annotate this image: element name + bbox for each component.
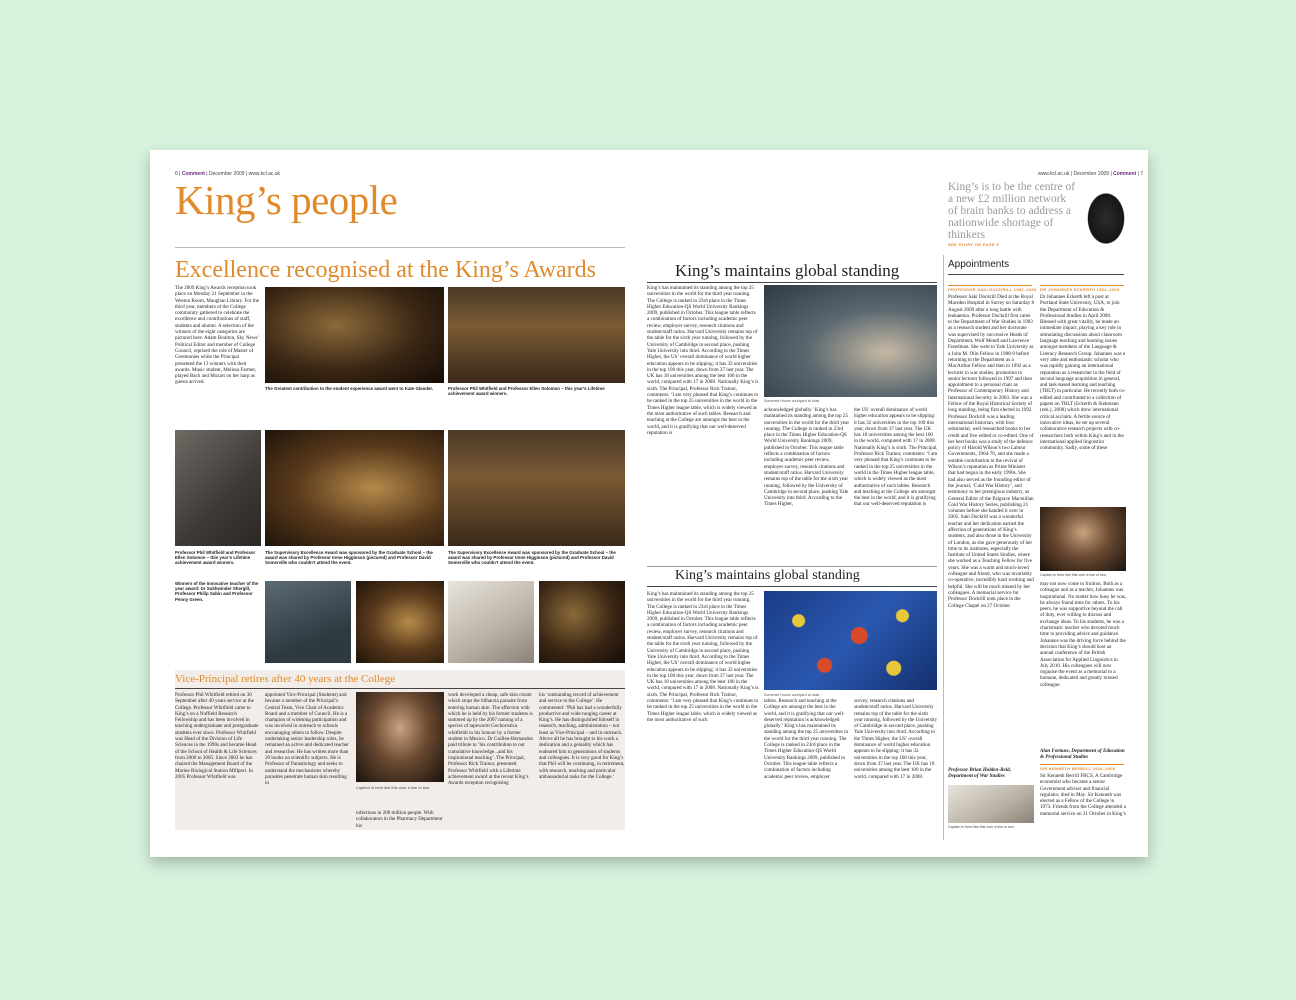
photo-caption-eckerth: Caption in here like this over a line or two. bbox=[1040, 573, 1107, 577]
story2-col-2 bbox=[764, 698, 849, 831]
obituary-kicker-berrill: SIR KENNETH BERRILL 1920–2009 bbox=[1040, 766, 1116, 771]
story1-col-3-text: the US’ overall dominance of world higher education appears to be slipping: it has 32 universities in the top 100 this year, down from 37 last year. The UK has 18 universities among the best 100 in the world, compared with 17 in 2008. Nationally King’s is sixth. The Principal, Professor Rick Trainor, comments: ‘I am very pleased that King’s continues to be ranked in the top 25 universities in the world in the Times Higher league table, which is widely viewed as the most authoritative of such tables. Research and teaching at the College are amongst the best in the world, and it is gratifying that our well-deserved reputation is bbox=[854, 407, 938, 508]
award-photo-kate-glander bbox=[265, 287, 444, 383]
story2-photo-credit: Somerset House courtyard at dusk bbox=[764, 693, 820, 697]
story1-title: King’s maintains global standing bbox=[675, 261, 900, 280]
obituary-eckerth-text: Dr Johannes Eckerth left a post at Portland State University, USA, to join the Department of Education & Professional Studies in April 2008. Blessed with great vitality, he made an immediate impact, playing a key role in stimulating discussions about classroom language teaching and learning issues amongst members of the Language & Literacy Research Group. Johannes was a very able and enthusiastic scholar who was rapidly gaining an international reputation as a researcher in the field of second language acquisition in general, and task-based learning and teaching (TBLT) in particular. He recently both co-edited and contributed to a collection of papers on TBLT (Eckerth & Siekmann (eds.), 2008) which drew international critical acclaim. A fertile source of innovative ideas, he set up several collaborative research projects with co-researchers both within King’s and in the international applied linguistics community. Sadly, some of these bbox=[1040, 294, 1126, 452]
award-photo-crowd-2 bbox=[356, 581, 444, 663]
vice-col-3 bbox=[356, 810, 444, 830]
story2-col-3-text: survey, research citations and student/staff ratios. Harvard University remains top of the table for the sixth year running, followed by the University of Cambridge in second place, pushing Yale University into third. According to the Times Higher, the US’ overall dominance of world higher education appears to be slipping: it has 32 universities in the top 100 this year, down from 37 last year. The UK has 18 universities among the best 100 in the world, compared with 17 in 2008. bbox=[854, 698, 938, 780]
award-photo-guests bbox=[448, 430, 625, 546]
obituary-eckerth-cont-text: may not now come to fruition. Both as a colleague and as a teacher, Johannes was inspirational. No matter how busy he was, he always found time for others. To his peers, he was supportive beyond the call of duty, ever willing to discuss and exchange ideas. To his students, he was a charismatic teacher who devoted much time to providing advice and guidance. Johannes was the driving force behind the decision that King’s should host an annual conference of the British Association for Applied Linguistics in July 2010. His colleagues will now organise the event as a memorial to a humane, dedicated and greatly missed colleague. bbox=[1040, 581, 1126, 688]
story1-photo-credit: Somerset House courtyard at dusk bbox=[764, 399, 820, 403]
signature-dockrill: Professor Brian Holden-Reid, Department of War Studies bbox=[948, 767, 1011, 780]
right-folio-date: December 2009 bbox=[1073, 171, 1110, 177]
right-folio-page: 7 bbox=[1140, 171, 1144, 177]
caption-6: Winners of the Innovative teacher of the year award: Dr Sukhwinder Shergill, Professor Philip Sabin and Professor Penny Green. bbox=[175, 581, 259, 602]
obituary-eckerth-cont bbox=[1040, 581, 1126, 747]
award-photo-audience bbox=[448, 287, 625, 383]
vice-col-1 bbox=[175, 692, 259, 828]
awards-intro bbox=[175, 285, 259, 409]
story1-divider bbox=[647, 282, 937, 283]
photo-dockrill bbox=[948, 785, 1034, 823]
whitfield-portrait bbox=[356, 692, 444, 782]
story2-col-1-text: King’s has maintained its standing among the top 25 universities in the world for the third year running. The College is ranked in 23rd place in the Times Higher Education-QS World University Rankings 2009, published in October. This league table reflects a combination of factors including academic peer review, employer survey, research citations and student/staff ratios. Harvard University remains top of the table for the sixth year running, followed by the University of Cambridge in second place, pushing Yale University into third. According to the Times Higher, the US’ overall dominance of world higher education appears to be slipping: it has 32 universities in the top 100 this year, down from 37 last year. The UK has 18 universities among the best 100 in the world, compared with 17 in 2008. Nationally King’s is sixth. The Principal, Professor Rick Trainor, comments: ‘I am very pleased that King’s continues to be ranked in the top 25 universities in the world in the Times Higher league table, which is widely viewed as the most authoritative of such bbox=[647, 591, 759, 723]
award-photo-whitfield bbox=[175, 430, 261, 546]
obituary-kicker-eckerth: DR JOHANNES ECKERTH 1963–2009 bbox=[1040, 287, 1120, 292]
caption-2: Professor Phil Whitfield and Professor Ellen Solomon – this year’s Lifetime achievement award winners. bbox=[448, 386, 605, 397]
left-folio-page: 6 bbox=[175, 171, 178, 177]
kicker1-rule bbox=[948, 285, 1032, 286]
appointments-divider bbox=[948, 274, 1124, 275]
left-folio: 6 | Comment | December 2009 | www.kcl.ac.uk bbox=[175, 171, 281, 177]
column-rule bbox=[943, 255, 944, 840]
story2-title: King’s maintains global standing bbox=[675, 568, 860, 583]
obituary-dockrill bbox=[948, 294, 1034, 764]
obituary-berrill bbox=[1040, 773, 1126, 833]
right-folio: www.kcl.ac.uk | December 2009 | Comment | 7 bbox=[1038, 171, 1144, 177]
award-photo-crowd-1 bbox=[265, 581, 351, 663]
divider bbox=[175, 247, 625, 248]
vice-col-4-text: work developed a cheap, safe skin cream which stops the bilharzia parasite from entering human skin. The affection with which he is held by his former students is summed up by the 2007 naming of a species of tapeworm Gochoristica whitfieldi in his honour by a former student in Mexico. Dr Guillen-Hernandez paid tribute to ‘his contribution to our cumulative knowledge...and his inspirational teaching’. The Principal, Professor Rick Trainor, presented Professor Whitfield with a Lifetime achievement award at the recent King’s Awards reception recognising bbox=[448, 692, 534, 787]
story1-photo-professor bbox=[764, 285, 937, 397]
photo-caption-dockrill: Caption in here like this over a line or two. bbox=[948, 825, 1015, 829]
kicker3-rule bbox=[1040, 764, 1124, 765]
award-photo-higginson bbox=[265, 430, 444, 546]
story2-photo-microscope bbox=[764, 591, 937, 690]
left-folio-date: December 2009 bbox=[209, 171, 245, 177]
award-photo-crowd-3 bbox=[448, 581, 534, 663]
page-title: King’s people bbox=[175, 177, 398, 223]
story2-col-2-text: tables. Research and teaching at the College are amongst the best in the world, and it is gratifying that our well-deserved reputation is acknowledged globally.’ King’s has maintained its standing among the top 25 universities in the world for the third year running. The College is ranked in 23rd place in the Times Higher Education-QS World University Rankings 2009, published in October. This league table reflects a combination of factors including academic peer review, employer bbox=[764, 698, 849, 780]
photo-eckerth bbox=[1040, 507, 1126, 571]
story2-col-1 bbox=[647, 591, 759, 831]
caption-5: The Supervisory Excellence Award was sponsored by the Graduate School – the award was shared by Professor Irene Higginson (pictured) and Professor David Somerville who couldn’t attend the event. bbox=[448, 550, 616, 566]
caption-3: Professor Phil Whitfield and Professor Ellen Solomon – this year’s Lifetime achievement award winners. bbox=[175, 550, 256, 566]
story2-divider bbox=[647, 586, 937, 587]
pullquote: King’s is to be the centre of a new £2 million network of brain banks to address a nationwide shortage of thinkers bbox=[948, 181, 1076, 241]
awards-title: Excellence recognised at the King’s Awards bbox=[175, 257, 596, 283]
vice-col-5 bbox=[539, 692, 625, 828]
vice-col-1-text: Professor Phil Whitfield retired on 30 September after 40 years service at the College. Professor Whitfield came to King’s on a Nuffield Research Fellowship and has been involved in teaching undergraduate and postgraduate students ever since. Professor Whitfield was Head of the Division of Life Sciences in the 1990s and became Head of the School of Health & Life Sciences from 2000 to 2005. Since 2002 he has chaired the Management Board of the Marine Biological Station Millport. In 2005 Professor Whitfield was bbox=[175, 692, 259, 780]
left-folio-url: www.kcl.ac.uk bbox=[248, 171, 281, 177]
story1-col-2-text: acknowledged globally.’ King’s has maintained its standing among the top 25 universities in the world for the third year running. The College is ranked in 23rd place in the Times Higher Education-QS World University Rankings 2009, published in October. This league table reflects a combination of factors including academic peer review, employer survey, research citations and student/staff ratios. Harvard University remains top of the table for the sixth year running, followed by the University of Cambridge in second place, pushing Yale University into third. According to the Times Higher, bbox=[764, 407, 849, 508]
award-photo-crowd-4 bbox=[539, 581, 625, 663]
vice-divider bbox=[175, 688, 625, 689]
story2-top-divider bbox=[647, 566, 937, 567]
left-folio-section: Comment bbox=[181, 171, 205, 177]
caption-1: The Greatest contribution to the student experience award went to Kate Glander. bbox=[265, 386, 434, 391]
story1-col-2 bbox=[764, 407, 849, 575]
caption-4: The Supervisory Excellence Award was sponsored by the Graduate School – the award was shared by Professor Irene Higginson (pictured) and Professor David Somerville who couldn’t attend the event. bbox=[265, 550, 433, 566]
kicker2-rule bbox=[1040, 285, 1124, 286]
obituary-kicker-dockrill: PROFESSOR SAKI DOCKRILL 1952–2009 bbox=[948, 287, 1037, 292]
vice-col-3-text: infections in 200 million people. With collaborators in the Pharmacy Department his bbox=[356, 810, 443, 829]
vice-col-4 bbox=[448, 692, 534, 828]
pullquote-link[interactable]: SEE STORY ON PAGE 9 bbox=[948, 242, 999, 247]
story1-col-1 bbox=[647, 285, 759, 575]
story2-col-3 bbox=[854, 698, 938, 831]
obituary-berrill-text: Sir Kenneth Berrill FRCS, A Cambridge economist who became a senior Government adviser and financial regulator, died in May. Sir Kenneth was elected as a Fellow of the College in 1973. Friends from the College attended a memorial service on 31 October in King’s bbox=[1040, 773, 1126, 817]
obituary-dockrill-text: Professor Saki Dockrill Died at the Royal Marsden Hospital in Surrey on Saturday 8 August 2009 after a long battle with leukaemia. Professor Dockrill first came to the Department of War Studies in 1983 as a research student and her doctorate was supervised by successive Heads of Department, Wolf Mendl and Lawrence Freedman. She went to Yale University as a John M. Olin Fellow in 1988-9 before returning to the Department as a MacArthur Fellow and then in 1992 as a lecturer in war studies, promotion to senior lecturer followed in 1997 and then appointment to a personal chair as Professor of Contemporary History and International Security in 2003. She was a Fellow of the Royal Historical Society of long standing, being first elected in 1992. Professor Dockrill was a leading international historian, with four substantial, well researched books to her credit and five edited or co-edited. One of her best books was a study of the defence policy of Harold Wilson’s two Labour Governments, 1964-70, and she made a notable contribution to the revival of Wilson’s reputation as Prime Minister that had begun in the early 1990s. She had also served as the founding editor of the journal, ‘Cold War History’, and testimony to her prestigious industry, as General Editor of the Palgrave Macmillan Cold War History Series, publishing 21 volumes before she handed it over in 2005. Saki Dockrill was a wonderful teacher and her dedication earned the affection of generations of King’s students, and also those in the University of London, as she gave generously of her time to its institutes, especially the Institute of United States Studies, where she worked as a Teaching Fellow for five years. She was a warm and much-loved colleague and friend, who was invariably co-operative, incredibly hard working and helpful. She will be much missed by her colleagues. A memorial service for Professor Dockrill took place in the College Chapel on 27 October. bbox=[948, 294, 1034, 609]
appointments-heading: Appointments bbox=[948, 259, 1010, 270]
thinker-statue-image bbox=[1078, 180, 1134, 250]
story1-col-3 bbox=[854, 407, 938, 575]
obituary-eckerth bbox=[1040, 294, 1126, 504]
signature-eckerth: Alan Fortune, Department of Education & Professional Studies bbox=[1040, 748, 1125, 761]
right-folio-section: Comment bbox=[1113, 171, 1137, 177]
magazine-spread bbox=[150, 150, 1148, 857]
vice-principal-title: Vice-Principal retires after 40 years at the College bbox=[175, 673, 396, 685]
awards-intro-text: The 2009 King’s Awards reception took place on Monday 21 September in the Weston Room, Maughan Library. For the third year, members of the College community gathered to celebrate the excellence and contributions of staff, students and alumni. A selection of the winners of the eight categories are pictured here. Adam Boulton, Sky News’ Political Editor and member of College Council, reprised the role of Master of Ceremonies while the Principal presented the 13 winners with their awards. Music student, Melissa Farmer, played Bach and Mozart on her harp as guests arrived. bbox=[175, 285, 259, 386]
story1-col-1-text: King’s has maintained its standing among the top 25 universities in the world for the third year running. The College is ranked in 23rd place in the Times Higher Education-QS World University Rankings 2009, published in October. This league table reflects a combination of factors including academic peer review, employer survey, research citations and student/staff ratios. Harvard University remains top of the table for the sixth year running, followed by the University of Cambridge in second place, pushing Yale University into third. According to the Times Higher, the US’ overall dominance of world higher education appears to be slipping: it has 32 universities in the top 100 this year, down from 37 last year. The UK has 18 universities among the best 100 in the world, compared with 17 in 2008. Nationally King’s is sixth. The Principal, Professor Rick Trainor, comments: ‘I am very pleased that King’s continues to be ranked in the top 25 universities in the world in the Times Higher league table, which is widely viewed as the most authoritative of such tables. Research and teaching at the College are amongst the best in the world, and it is gratifying that our well-deserved reputation is bbox=[647, 285, 759, 436]
vice-col-2-text: appointed Vice-Principal (Students) and became a member of the Principal’s Central Team, Vice Chair of Academic Board and a member of Council. He is a champion of widening participation and was involved in outreach to schools encouraging others to follow. Despite undertaking senior leadership roles, he remained an active and dedicated teacher and researcher. He has written more than 20 books on scientific subjects. He is Professor of Parasitology and seeks to understand the mechanisms whereby parasites penetrate human skin resulting in bbox=[265, 692, 349, 787]
vice-col-5-text: his ‘outstanding record of achievement and service to the College’. He commented: ‘Phil has had a wonderfully productive and wide-ranging career at King’s. He has distinguished himself in research, teaching, administration – not least as Vice-Principal – and in outreach. Above all he has brought to his work a dedication and a geniality which has endeared him to generations of students and colleagues. It is very good for King’s that Phil will be continuing, in retirement, with research, teaching and particular ambassadorial tasks for the College.’ bbox=[539, 692, 625, 780]
right-folio-url: www.kcl.ac.uk bbox=[1038, 171, 1070, 177]
vice-photo-caption: Caption in here like this over a line or two. bbox=[356, 785, 431, 790]
vice-col-2 bbox=[265, 692, 351, 828]
